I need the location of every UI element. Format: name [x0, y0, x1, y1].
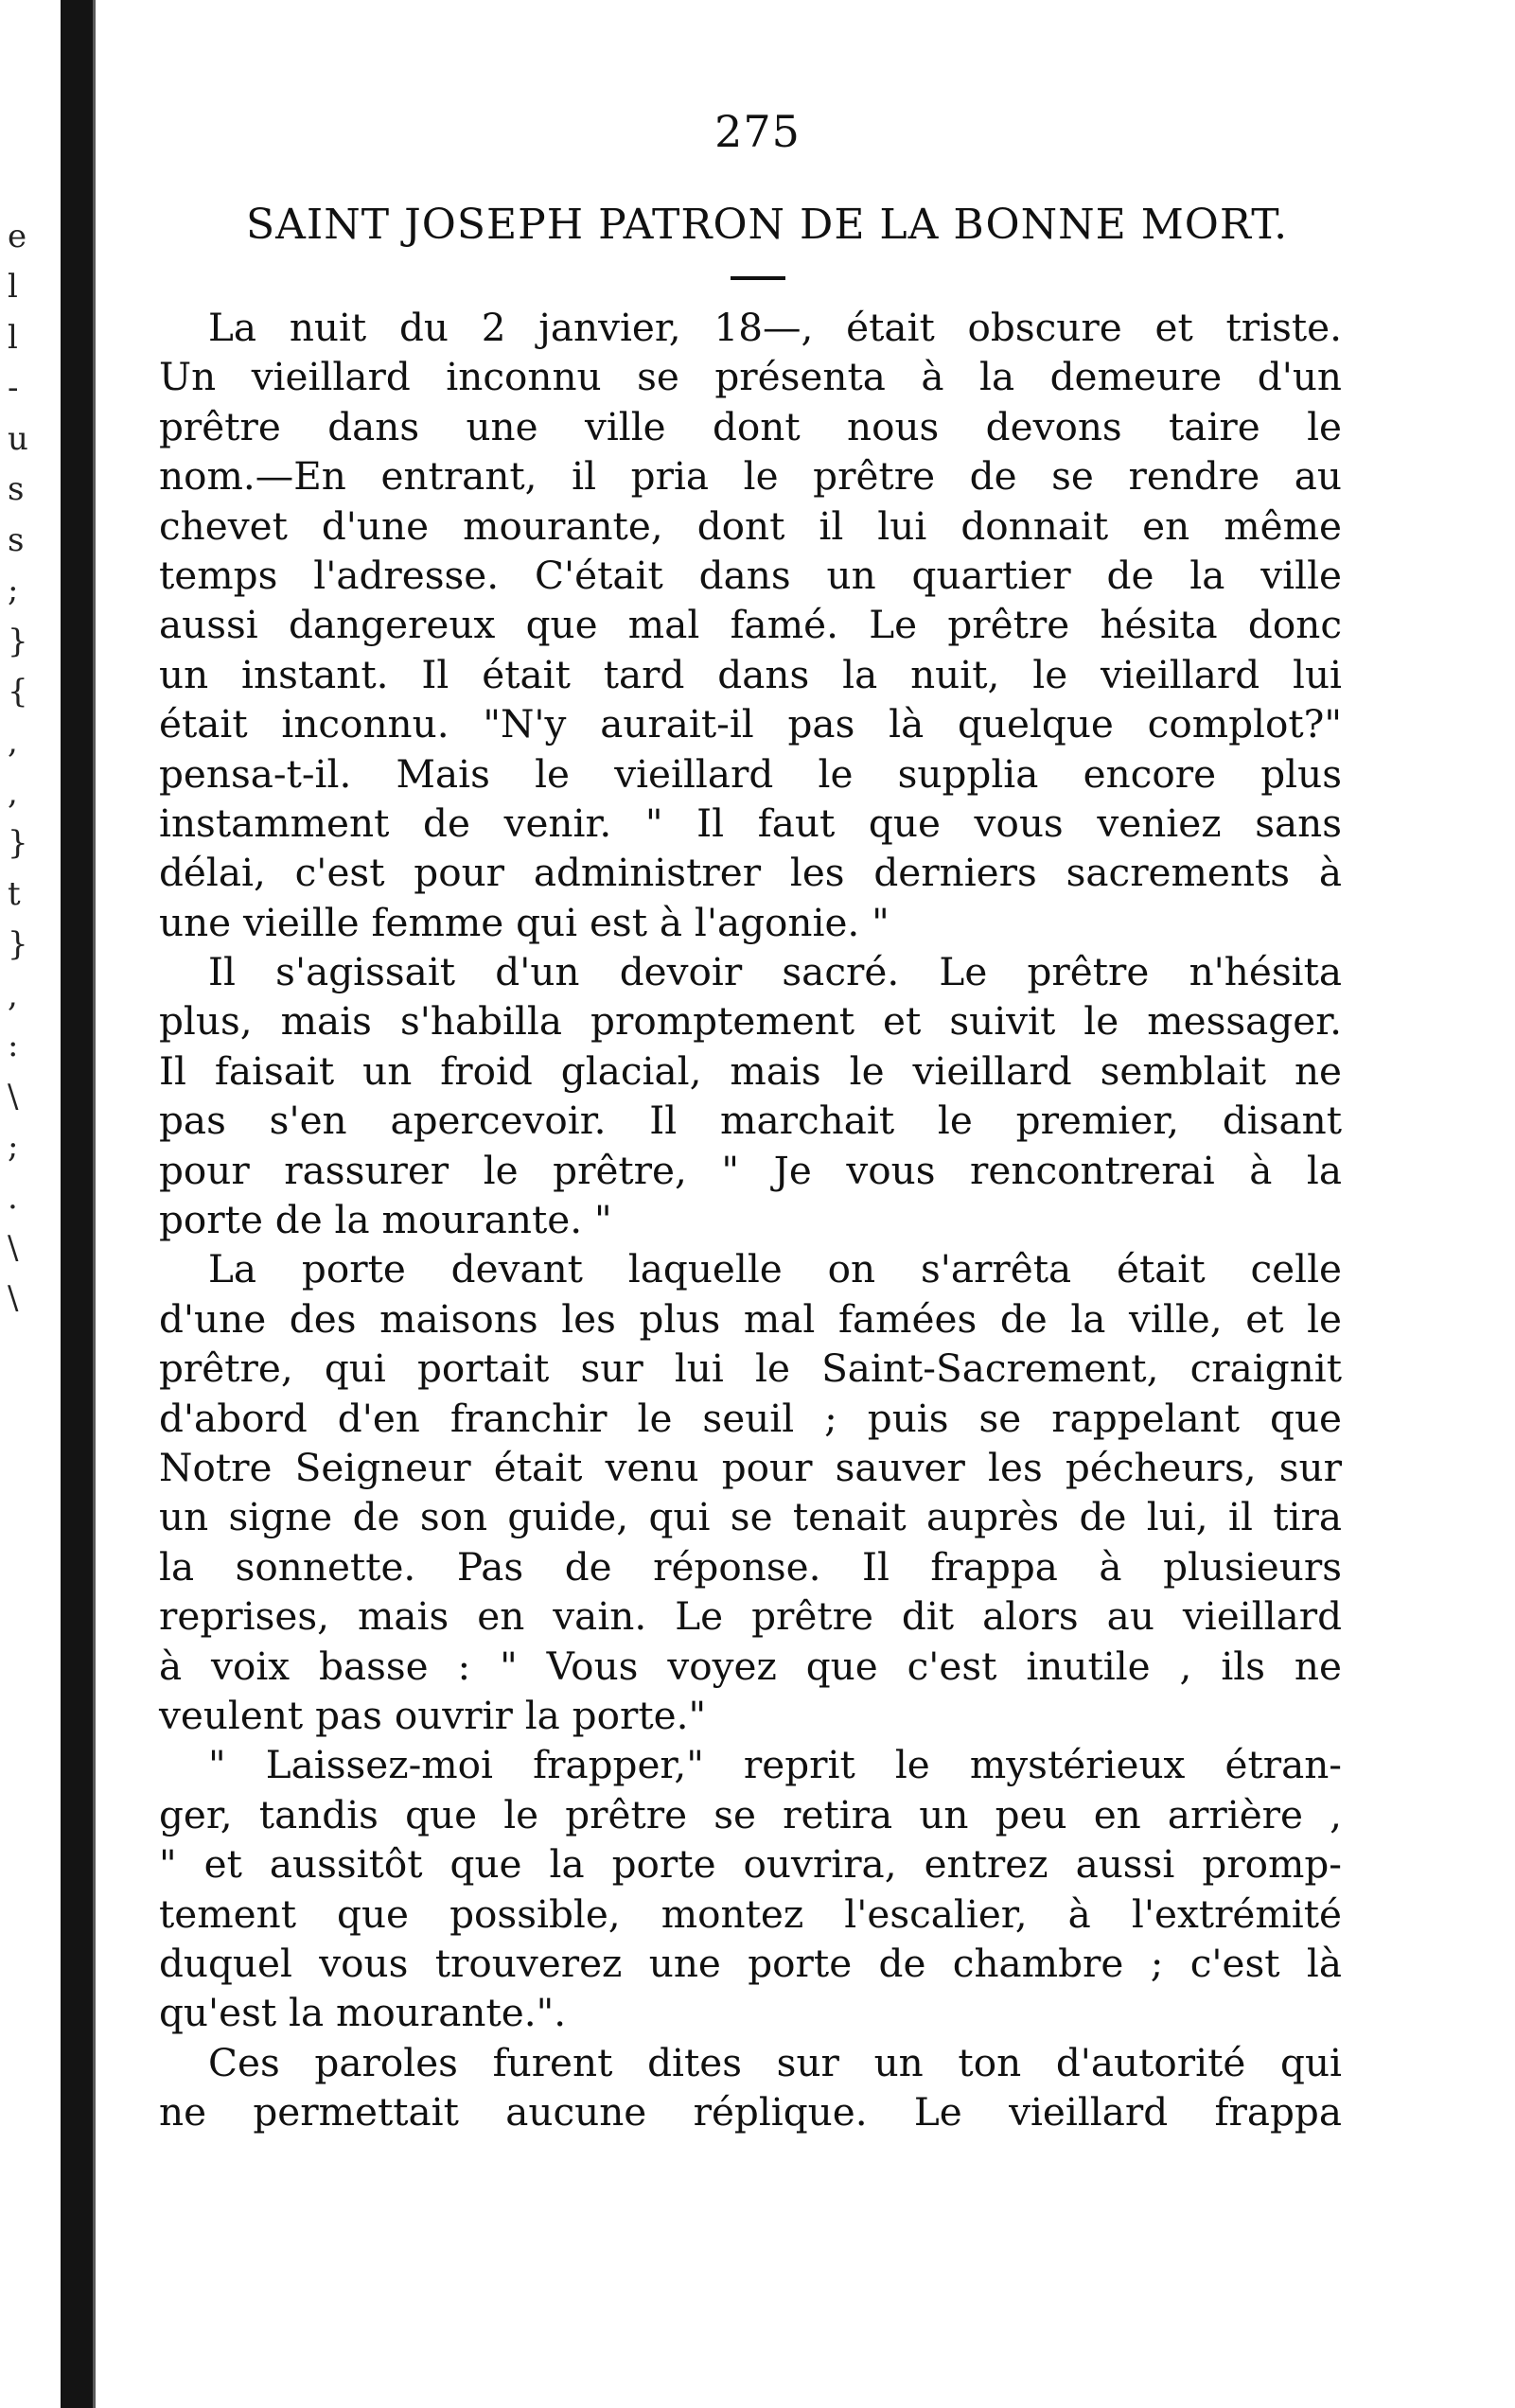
body-text: [159, 303, 1342, 2136]
margin-mark: ,: [8, 723, 18, 762]
margin-mark: ,: [8, 773, 18, 812]
margin-mark: ,: [8, 976, 18, 1014]
text-line: " Laissez-moi frapper," reprit le mystérieux étran-: [208, 1742, 1342, 1788]
margin-mark: {: [8, 673, 28, 712]
margin-mark: s: [8, 470, 25, 509]
text-line: d'une des maisons les plus mal famées de la ville, et le: [159, 1295, 1342, 1342]
text-line: la sonnette. Pas de réponse. Il frappa à plusieurs: [159, 1543, 1342, 1590]
text-line: était inconnu. "N'y aurait-il pas là quelque complot?": [159, 701, 1342, 747]
text-line: à voix basse : " Vous voyez que c'est inutile , ils ne: [159, 1643, 1342, 1689]
text-line: Il s'agissait d'un devoir sacré. Le prêtre n'hésita: [208, 949, 1342, 995]
text-line: temps l'adresse. C'était dans un quartier de la ville: [159, 552, 1342, 598]
text-line: pour rassurer le prêtre, " Je vous rencontrerai à la: [159, 1147, 1342, 1193]
text-line: qu'est la mourante.".: [159, 1990, 567, 2036]
margin-mark: \: [8, 1228, 19, 1267]
text-line: ger, tandis que le prêtre se retira un peu en arrière ,: [159, 1791, 1342, 1837]
text-line: " et aussitôt que la porte ouvrira, entrez aussi promp-: [159, 1841, 1342, 1888]
text-line: Il faisait un froid glacial, mais le vieillard semblait ne: [159, 1047, 1342, 1094]
text-line: porte de la mourante. ": [159, 1197, 612, 1243]
text-line: pas s'en apercevoir. Il marchait le premier, disant: [159, 1098, 1342, 1144]
text-line: Un vieillard inconnu se présenta à la demeure d'un: [159, 354, 1342, 400]
margin-mark: l: [8, 318, 18, 357]
title-rule: [731, 276, 785, 280]
text-line: plus, mais s'habilla promptement et suivit le messager.: [159, 998, 1342, 1045]
text-line: une vieille femme qui est à l'agonie. ": [159, 899, 890, 945]
text-line: Ces paroles furent dites sur un ton d'autorité qui: [208, 2039, 1342, 2085]
text-line: duquel vous trouverez une porte de chambre ; c'est là: [159, 1940, 1342, 1986]
margin-mark: }: [8, 824, 28, 863]
text-line: instamment de venir. " Il faut que vous veniez sans: [159, 800, 1342, 846]
text-line: prêtre, qui portait sur lui le Saint-Sacrement, craignit: [159, 1345, 1342, 1392]
margin-mark: -: [8, 369, 19, 408]
text-line: d'abord d'en franchir le seuil ; puis se rappelant que: [159, 1395, 1342, 1441]
text-line: nom.—En entrant, il pria le prêtre de se rendre au: [159, 453, 1342, 500]
text-line: pensa-t-il. Mais le vieillard le supplia encore plus: [159, 750, 1342, 797]
text-line: reprises, mais en vain. Le prêtre dit alors au vieillard: [159, 1593, 1342, 1640]
text-line: un signe de son guide, qui se tenait auprès de lui, il tira: [159, 1494, 1342, 1540]
binding-spine-edge: [93, 0, 96, 2408]
margin-mark: e: [8, 218, 27, 255]
text-line: La porte devant laquelle on s'arrêta était celle: [208, 1246, 1342, 1292]
margin-mark: t: [8, 874, 21, 913]
text-line: délai, c'est pour administrer les derniers sacrements à: [159, 850, 1342, 896]
text-line: Notre Seigneur était venu pour sauver les pécheurs, sur: [159, 1444, 1342, 1490]
margin-mark: }: [8, 622, 28, 660]
margin-mark: :: [8, 1027, 19, 1065]
margin-mark: l: [8, 268, 18, 307]
binding-spine: [61, 0, 93, 2408]
text-line: veulent pas ouvrir la porte.": [159, 1692, 707, 1738]
text-line: La nuit du 2 janvier, 18—, était obscure et triste.: [208, 305, 1342, 350]
margin-mark: s: [8, 520, 25, 559]
page-title: SAINT JOSEPH PATRON DE LA BONNE MORT.: [246, 201, 1289, 249]
text-line: prêtre dans une ville dont nous devons taire le: [159, 403, 1342, 449]
margin-mark: ;: [8, 571, 19, 610]
margin-bleed-marks: [0, 0, 38, 2408]
margin-mark: }: [8, 925, 28, 964]
margin-mark: u: [8, 419, 28, 458]
margin-mark: \: [8, 1077, 19, 1116]
page-number: 275: [714, 106, 801, 157]
text-line: ne permettait aucune réplique. Le vieillard frappa: [159, 2089, 1342, 2136]
margin-mark: \: [8, 1279, 19, 1318]
text-line: aussi dangereux que mal famé. Le prêtre hésita donc: [159, 602, 1342, 648]
text-line: tement que possible, montez l'escalier, à l'extrémité: [159, 1890, 1342, 1937]
margin-mark: ;: [8, 1128, 19, 1167]
text-line: un instant. Il était tard dans la nuit, le vieillard lui: [159, 651, 1342, 697]
text-line: chevet d'une mourante, dont il lui donnait en même: [159, 502, 1342, 549]
margin-mark: .: [8, 1178, 18, 1217]
